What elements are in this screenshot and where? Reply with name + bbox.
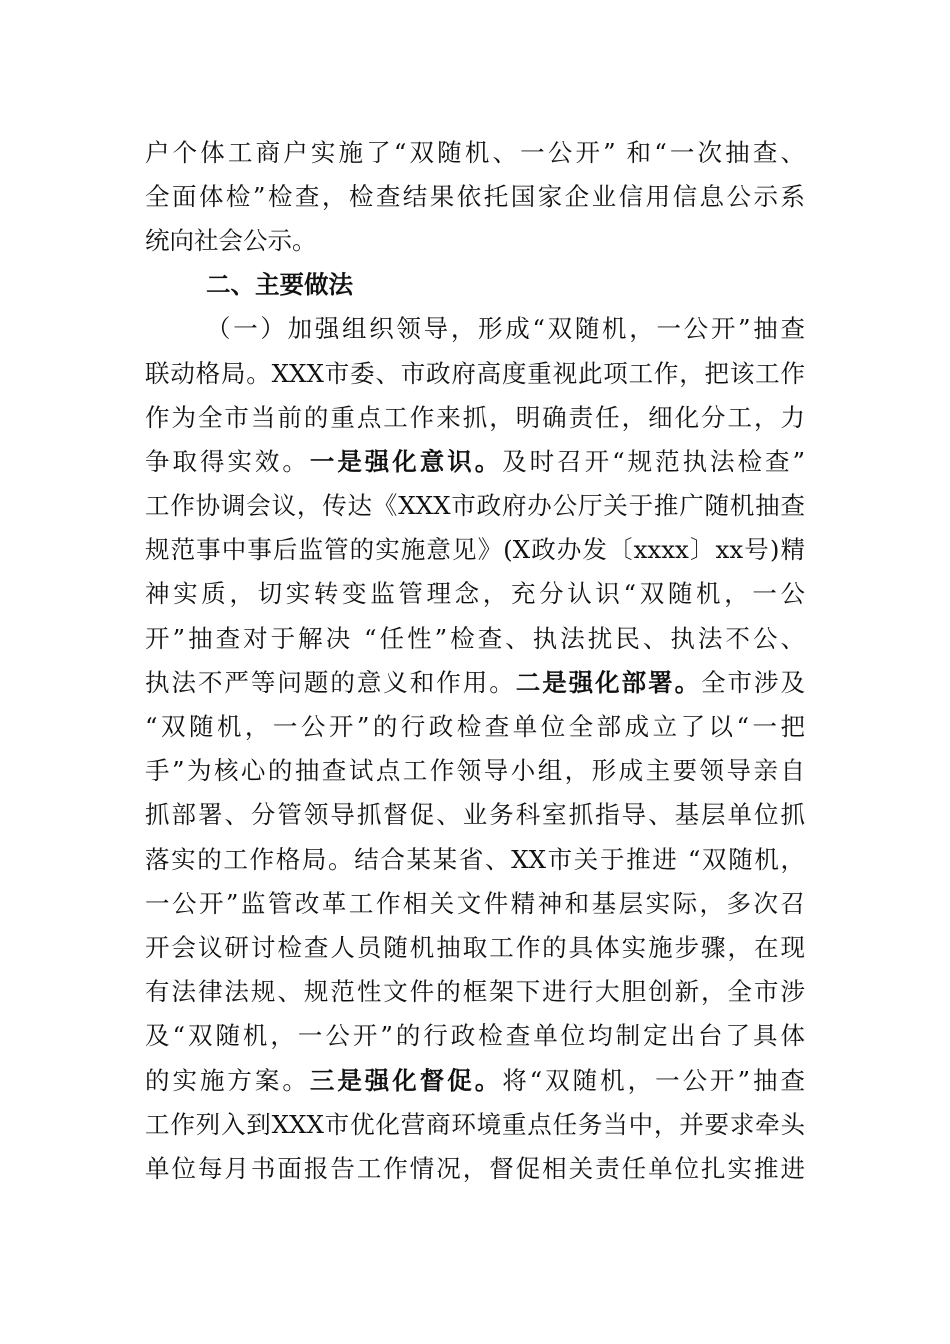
text-line: 手”为核心的抽查试点工作领导小组，形成主要领导亲自 (145, 756, 805, 785)
text-line: 全面体检”检查，检查结果依托国家企业信用信息公示系 (145, 182, 805, 211)
text-line: 工作列入到XXX市优化营商环境重点任务当中，并要求牵头 (145, 1110, 805, 1139)
text-line (145, 1059, 805, 1103)
text-line: 神实质，切实转变监管理念，充分认识“双随机，一公 (145, 579, 805, 608)
bold-run: 二是强化部署。 (515, 668, 702, 697)
text-line: 联动格局。XXX市委、市政府高度重视此项工作，把该工作 (145, 359, 805, 388)
text-run: 争取得实效。 (145, 447, 310, 476)
text-line: “双随机，一公开”的行政检查单位全部成立了以“一把 (145, 712, 805, 741)
text-line: 工作协调会议，传达《XXX市政府办公厅关于推广随机抽查 (145, 491, 805, 520)
text-run: 及时召开“规范执法检查” (502, 447, 805, 476)
text-line: 抓部署、分管领导抓督促、业务科室抓指导、基层单位抓 (145, 800, 805, 829)
text-line: 落实的工作格局。结合某某省、XX市关于推进 “双随机， (145, 845, 805, 874)
text-line (145, 440, 805, 484)
text-line: 一公开”监管改革工作相关文件精神和基层实际，多次召 (145, 889, 805, 918)
text-line: 开会议研讨检查人员随机抽取工作的具体实施步骤，在现 (145, 933, 805, 962)
text-run: 的实施方案。 (145, 1066, 310, 1095)
text-line: 统向社会公示。 (145, 226, 317, 255)
text-line: 有法律法规、规范性文件的框架下进行大胆创新，全市涉 (145, 977, 805, 1006)
text-run: 全市涉及 (701, 668, 806, 697)
text-line: 单位每月书面报告工作情况，督促相关责任单位扎实推进 (145, 1154, 805, 1183)
text-line: 规范事中事后监管的实施意见》(X政办发〔xxxx〕xx号)精 (145, 535, 805, 564)
text-line: 开”抽查对于解决 “任性”检查、执法扰民、执法不公、 (145, 624, 805, 653)
bold-run: 三是强化督促。 (309, 1066, 503, 1095)
text-line: 及“双随机，一公开”的行政检查单位均制定出台了具体 (145, 1021, 805, 1050)
text-run: 将“双随机，一公开”抽查 (502, 1066, 805, 1095)
text-line: （一）加强组织领导，形成“双随机，一公开”抽查 (206, 314, 805, 343)
text-run: 执法不严等问题的意义和作用。 (145, 668, 516, 697)
text-line: 作为全市当前的重点工作来抓，明确责任，细化分工，力 (145, 403, 805, 432)
text-line (145, 661, 805, 705)
text-line: 户个体工商户实施了“双随机、一公开” 和“一次抽查、 (145, 138, 805, 167)
section-heading: 二、主要做法 (206, 270, 353, 299)
bold-run: 一是强化意识。 (309, 447, 503, 476)
